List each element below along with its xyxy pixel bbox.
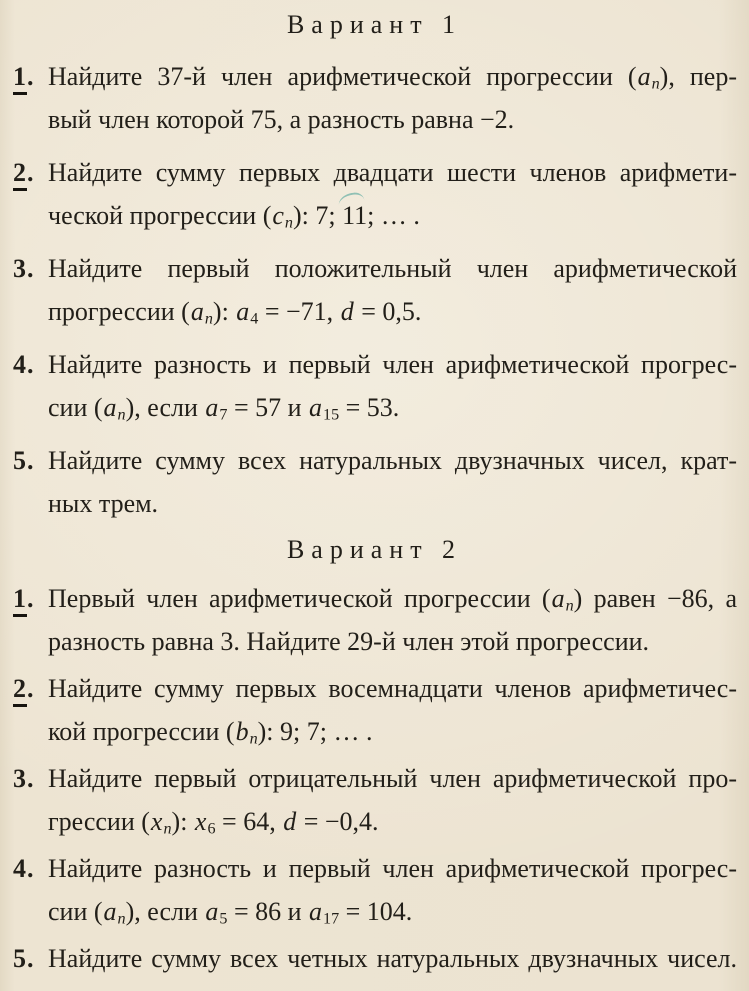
math-subscript: n — [284, 214, 293, 232]
problem-number: 4. — [13, 350, 35, 379]
problem-text — [48, 757, 737, 843]
problem-line: Найдите первый отрицательный член арифметической про- — [48, 764, 737, 793]
problem-line: разность равна 3. Найдите 29-й член этой прогрессии. — [48, 627, 650, 656]
math-variable: a — [309, 897, 323, 926]
variant-1-section — [12, 10, 737, 525]
variant-1-problems — [12, 55, 737, 525]
math-subscript: n — [204, 310, 213, 328]
math-variable: a — [190, 297, 204, 326]
problem-text — [48, 937, 737, 980]
problem-line: вый член которой 75, а разность равна −2. — [48, 105, 515, 134]
math-variable: a — [103, 897, 117, 926]
math-variable: a — [309, 393, 323, 422]
math-variable: a — [637, 62, 651, 91]
problem-item — [12, 937, 737, 980]
problem-line: кой прогрессии $(b_n)$: 9; 7; … . — [48, 717, 373, 748]
problem-item — [12, 151, 737, 237]
problem-line: сии $(a_n)$, если $a_5 = 86$ и $a_{17} = 104$. — [48, 897, 413, 928]
problem-item — [12, 55, 737, 141]
math-subscript: 15 — [323, 406, 340, 424]
problem-text — [48, 667, 737, 753]
variant-2-section — [12, 535, 737, 980]
problem-number: 3. — [13, 764, 35, 793]
math-variable: b — [235, 717, 249, 746]
math-variable: d — [283, 807, 297, 836]
problem-item — [12, 439, 737, 525]
problem-line: Найдите сумму первых двадцати шести членов арифмети- — [48, 158, 737, 187]
problem-text — [48, 55, 737, 141]
problem-line: Первый член арифметической прогрессии $(a_n)$ равен −86, а — [48, 584, 737, 615]
problem-number: 2. — [12, 667, 48, 753]
problem-line: Найдите сумму всех натуральных двузначных чисел, крат- — [48, 446, 737, 475]
problem-line: Найдите 37-й член арифметической прогрессии $(a_n)$, пер- — [48, 62, 737, 93]
problem-line: грессии $(x_n)$: $x_6 = 64$, d = −0,4. — [48, 807, 379, 838]
problem-line: ных трем. — [48, 489, 159, 518]
problem-number: 4. — [13, 854, 35, 883]
problem-text — [48, 343, 737, 429]
math-subscript: n — [117, 406, 126, 424]
math-subscript: n — [249, 730, 258, 748]
problem-item — [12, 757, 737, 843]
problem-text — [48, 847, 737, 933]
problem-line: Найдите сумму первых восемнадцати членов арифметичес- — [48, 674, 737, 703]
math-variable: d — [340, 297, 354, 326]
math-subscript: 4 — [250, 310, 259, 328]
problem-number: 1. — [12, 55, 48, 141]
math-variable: a — [205, 393, 219, 422]
math-subscript: n — [651, 75, 660, 93]
problem-text — [48, 577, 737, 663]
problem-number: 5. — [13, 944, 35, 973]
math-variable: a — [551, 584, 565, 613]
problem-item — [12, 667, 737, 753]
problem-text — [48, 247, 737, 333]
math-variable: x — [150, 807, 163, 836]
math-variable: c — [272, 201, 284, 230]
problem-item — [12, 577, 737, 663]
problem-number: 5. — [13, 446, 35, 475]
problem-line: сии $(a_n)$, если $a_7 = 57$ и $a_{15} = 53$. — [48, 393, 400, 424]
variant-1-title: Вариант 1 — [286, 10, 463, 39]
problem-number: 3. — [13, 254, 35, 283]
math-subscript: 17 — [323, 910, 340, 928]
problem-line: Найдите сумму всех четных натуральных двузначных чисел. — [48, 944, 737, 973]
math-subscript: n — [565, 597, 574, 615]
problem-text — [48, 439, 737, 525]
variant-2-problems — [12, 577, 737, 980]
math-variable: x — [194, 807, 207, 836]
math-variable: a — [103, 393, 117, 422]
problem-item — [12, 847, 737, 933]
problem-number: 2. — [12, 151, 48, 237]
problem-text — [48, 151, 737, 237]
math-variable: a — [205, 897, 219, 926]
math-subscript: 6 — [207, 820, 216, 838]
problem-number: 1. — [12, 577, 48, 663]
math-subscript: 5 — [219, 910, 228, 928]
problem-item — [12, 343, 737, 429]
problem-line: Найдите разность и первый член арифметической прогрес- — [48, 854, 737, 883]
math-subscript: n — [117, 910, 126, 928]
math-subscript: n — [163, 820, 172, 838]
problem-line: Найдите первый положительный член арифметической — [48, 254, 737, 283]
math-subscript: 7 — [219, 406, 228, 424]
problem-line: Найдите разность и первый член арифметической прогрес- — [48, 350, 737, 379]
math-variable: a — [236, 297, 250, 326]
problem-line: прогрессии $(a_n)$: $a_4 = -71$, d = 0,5. — [48, 297, 422, 328]
problem-line: ческой прогрессии $(c_n)$: 7; 11; … . — [48, 201, 420, 232]
variant-2-title: Вариант 2 — [286, 535, 463, 564]
problem-item — [12, 247, 737, 333]
